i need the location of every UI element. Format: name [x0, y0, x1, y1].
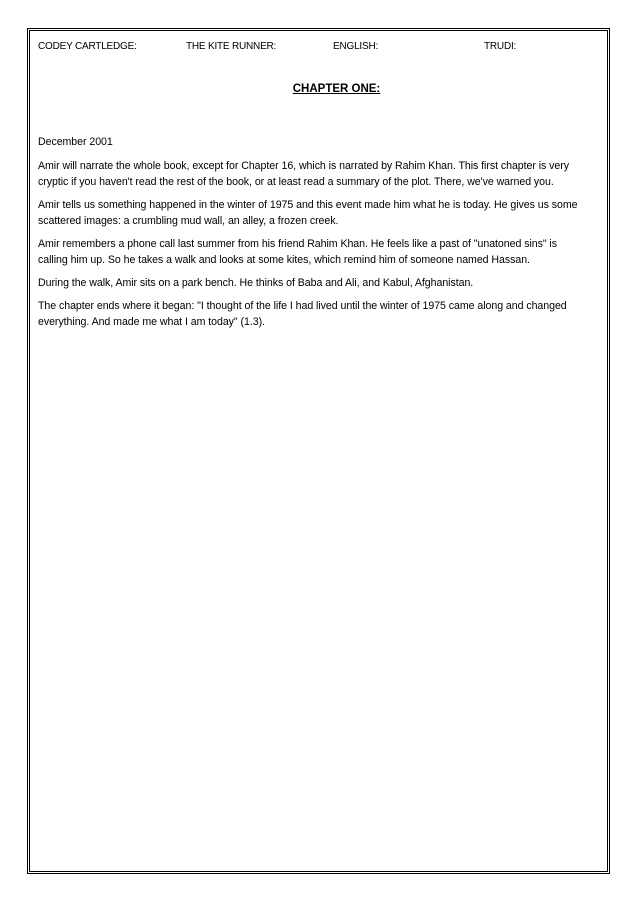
- paragraph: Amir remembers a phone call last summer from his friend Rahim Khan. He feels like a past of "unatoned sins" is calling him up. So he takes a walk and looks at some kites, which remind him of someone named Hassan.: [38, 238, 557, 266]
- chapter-heading: CHAPTER ONE:: [292, 83, 381, 95]
- document-header: [30, 41, 607, 55]
- document-body: [38, 134, 586, 337]
- teacher-name: TRUDI:: [484, 41, 517, 52]
- paragraph: During the walk, Amir sits on a park bench. He thinks of Baba and Ali, and Kabul, Afghanistan.: [38, 277, 474, 289]
- book-title: THE KITE RUNNER:: [186, 41, 277, 52]
- date-line: December 2001: [38, 136, 113, 148]
- paragraph: Amir will narrate the whole book, except for Chapter 16, which is narrated by Rahim Khan. This first chapter is very cryptic if you haven't read the rest of the book, or at least read a summary of the plot. There, we've warned you.: [38, 160, 569, 188]
- paragraph: Amir tells us something happened in the winter of 1975 and this event made him what he is today. He gives us some scattered images: a crumbling mud wall, an alley, a frozen creek.: [38, 199, 578, 227]
- subject-label: ENGLISH:: [333, 41, 379, 52]
- student-name: CODEY CARTLEDGE:: [38, 41, 137, 52]
- page-border: [27, 28, 610, 874]
- paragraph: The chapter ends where it began: "I thought of the life I had lived until the winter of 1975 came along and changed everything. And made me what I am today" (1.3).: [38, 300, 567, 328]
